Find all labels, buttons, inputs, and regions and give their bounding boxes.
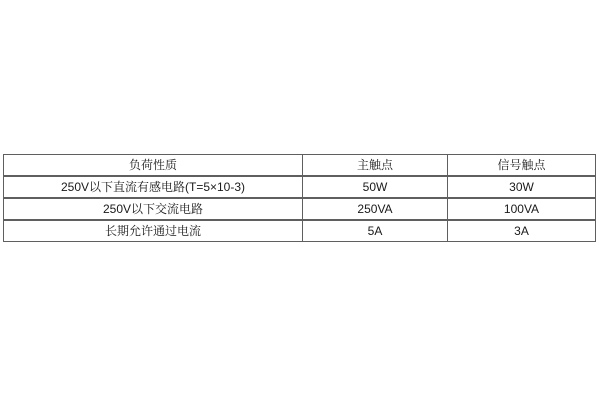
table-row [4, 220, 596, 242]
table-cell-ac-circuit-label: 250V以下交流电路 [4, 198, 303, 220]
header-cell-signal-contact: 信号触点 [448, 155, 596, 177]
load-spec-table [3, 154, 596, 242]
table-row [4, 176, 596, 198]
table-cell-dc-circuit-label: 250V以下直流有感电路(T=5×10-3) [4, 176, 303, 198]
header-cell-load-nature: 负荷性质 [4, 155, 303, 177]
table-cell-ac-signal-value: 100VA [448, 198, 596, 220]
header-cell-main-contact: 主触点 [303, 155, 448, 177]
table-row [4, 198, 596, 220]
table-cell-continuous-signal-value: 3A [448, 220, 596, 242]
table-cell-continuous-current-label: 长期允许通过电流 [4, 220, 303, 242]
table-cell-ac-main-value: 250VA [303, 198, 448, 220]
table-header-row [4, 155, 596, 177]
table-cell-continuous-main-value: 5A [303, 220, 448, 242]
table-cell-dc-main-value: 50W [303, 176, 448, 198]
table-cell-dc-signal-value: 30W [448, 176, 596, 198]
